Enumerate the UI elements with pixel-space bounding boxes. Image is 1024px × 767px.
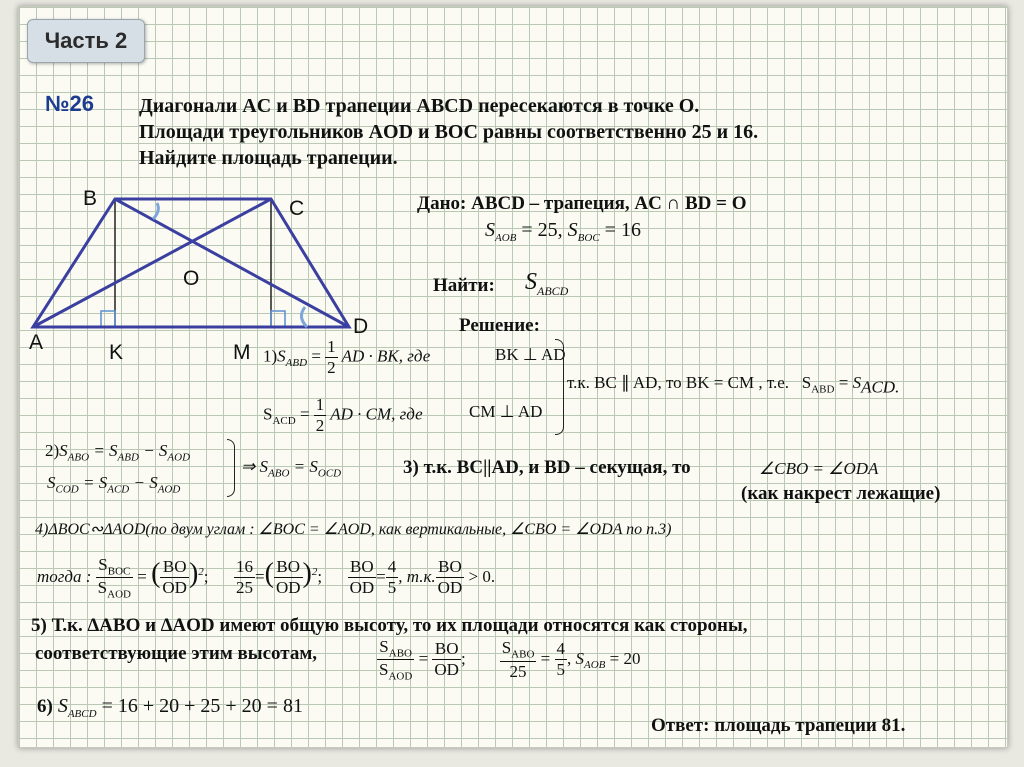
right-angle-k [101, 311, 115, 327]
step1-brace [555, 339, 564, 435]
find-label: Найти: [433, 275, 495, 296]
problem-line-2: Площади треугольников AOD и BOC равны соответственно 25 и 16. [139, 121, 759, 143]
task-number: №26 [45, 91, 94, 116]
problem-line-1: Диагонали AC и BD трапеции ABCD пересекаются в точке O. [139, 95, 700, 117]
step1-cond2: CM ⊥ AD [469, 402, 543, 421]
step2-brace [227, 439, 235, 497]
step4-line: 4)ΔBOC∾ΔAOD(по двум углам : ∠BOC = ∠AOD, как вертикальные, ∠CBO = ∠ODA по п.3) [35, 521, 672, 538]
step1-line1: $1)S_{ABD}$ = $\frac{1}{2}$ AD · BK, где [263, 337, 431, 377]
vertex-label-d: D [353, 315, 369, 338]
step5-line2: соответствующие этим высотам, [35, 643, 318, 664]
point-label-k: K [109, 341, 124, 364]
point-label-o: O [183, 267, 200, 290]
step5-formulas: $\frac{S_{ABO}}{S_{AOD}}$ = $\frac{BO}{OD}$ ; $\frac{S_{ABO}}{25}$ = $\frac{4}{5}$ , $S_{AOB} = 20$ [379, 637, 641, 683]
answer: Ответ: площадь трапеции 81. [651, 715, 906, 736]
part-badge: Часть 2 [27, 19, 145, 63]
step1-cond1: BK ⊥ AD [495, 345, 566, 364]
point-label-m: M [233, 341, 251, 364]
slide [18, 6, 1008, 748]
step6: 6) $S_{ABCD} = 16 + 20 + 25 + 20 = 81$ [37, 695, 303, 720]
step2-line2: $S_{COD} = S_{ACD} - S_{AOD}$ [47, 473, 181, 496]
step3-text: 3) т.к. BC||AD, и BD – секущая, то [403, 457, 691, 478]
step3-reason: (как накрест лежащие) [741, 483, 941, 504]
given-areas: $S_{AOB} = 25$, $S_{BOC} = 16$ [485, 219, 641, 244]
angle-arc-d [301, 307, 307, 327]
problem-line-3: Найдите площадь трапеции. [139, 147, 398, 169]
vertex-label-c: C [289, 197, 305, 220]
solution-title: Решение: [459, 315, 540, 336]
find-value: $S_{ABCD}$ [525, 269, 569, 298]
vertex-label-b: B [83, 187, 98, 210]
right-angle-m [271, 311, 285, 327]
step1-conclusion: т.к. BC ∥ AD, то BK = CM , т.е. $S_{ABD} = S_{ACD.}$ [567, 373, 900, 397]
step5-line1: 5) Т.к. ∆ABO и ∆AOD имеют общую высоту, то их площади относятся как стороны, [31, 615, 748, 636]
given-title: Дано: ABCD – трапеция, AC ∩ BD = O [417, 193, 747, 214]
step2-line1: $2)S_{ABO} = S_{ABD} - S_{AOD}$ [45, 441, 191, 464]
step4-formulas: тогда : $\frac{S_{BOC}}{S_{AOD}}$ = ( $\frac{BO}{OD}$ )$^2$; $\frac{16}{25}$ =( $\frac{BO}{OD}$ )$^2$; $\frac{BO}{OD}$ = $\frac{4}{5}$ , т.к. $\frac{BO}{OD}$ > 0. [37, 555, 496, 601]
angle-arc-b [153, 203, 158, 219]
vertex-label-a: A [29, 331, 44, 354]
step2-result: ⇒ $S_{ABO} = S_{OCD}$ [241, 457, 342, 480]
step3-angles: ∠CBO = ∠ODA [759, 459, 879, 478]
step1-line2: $S_{ACD}$ = $\frac{1}{2}$ AD · CM, где [263, 395, 423, 435]
